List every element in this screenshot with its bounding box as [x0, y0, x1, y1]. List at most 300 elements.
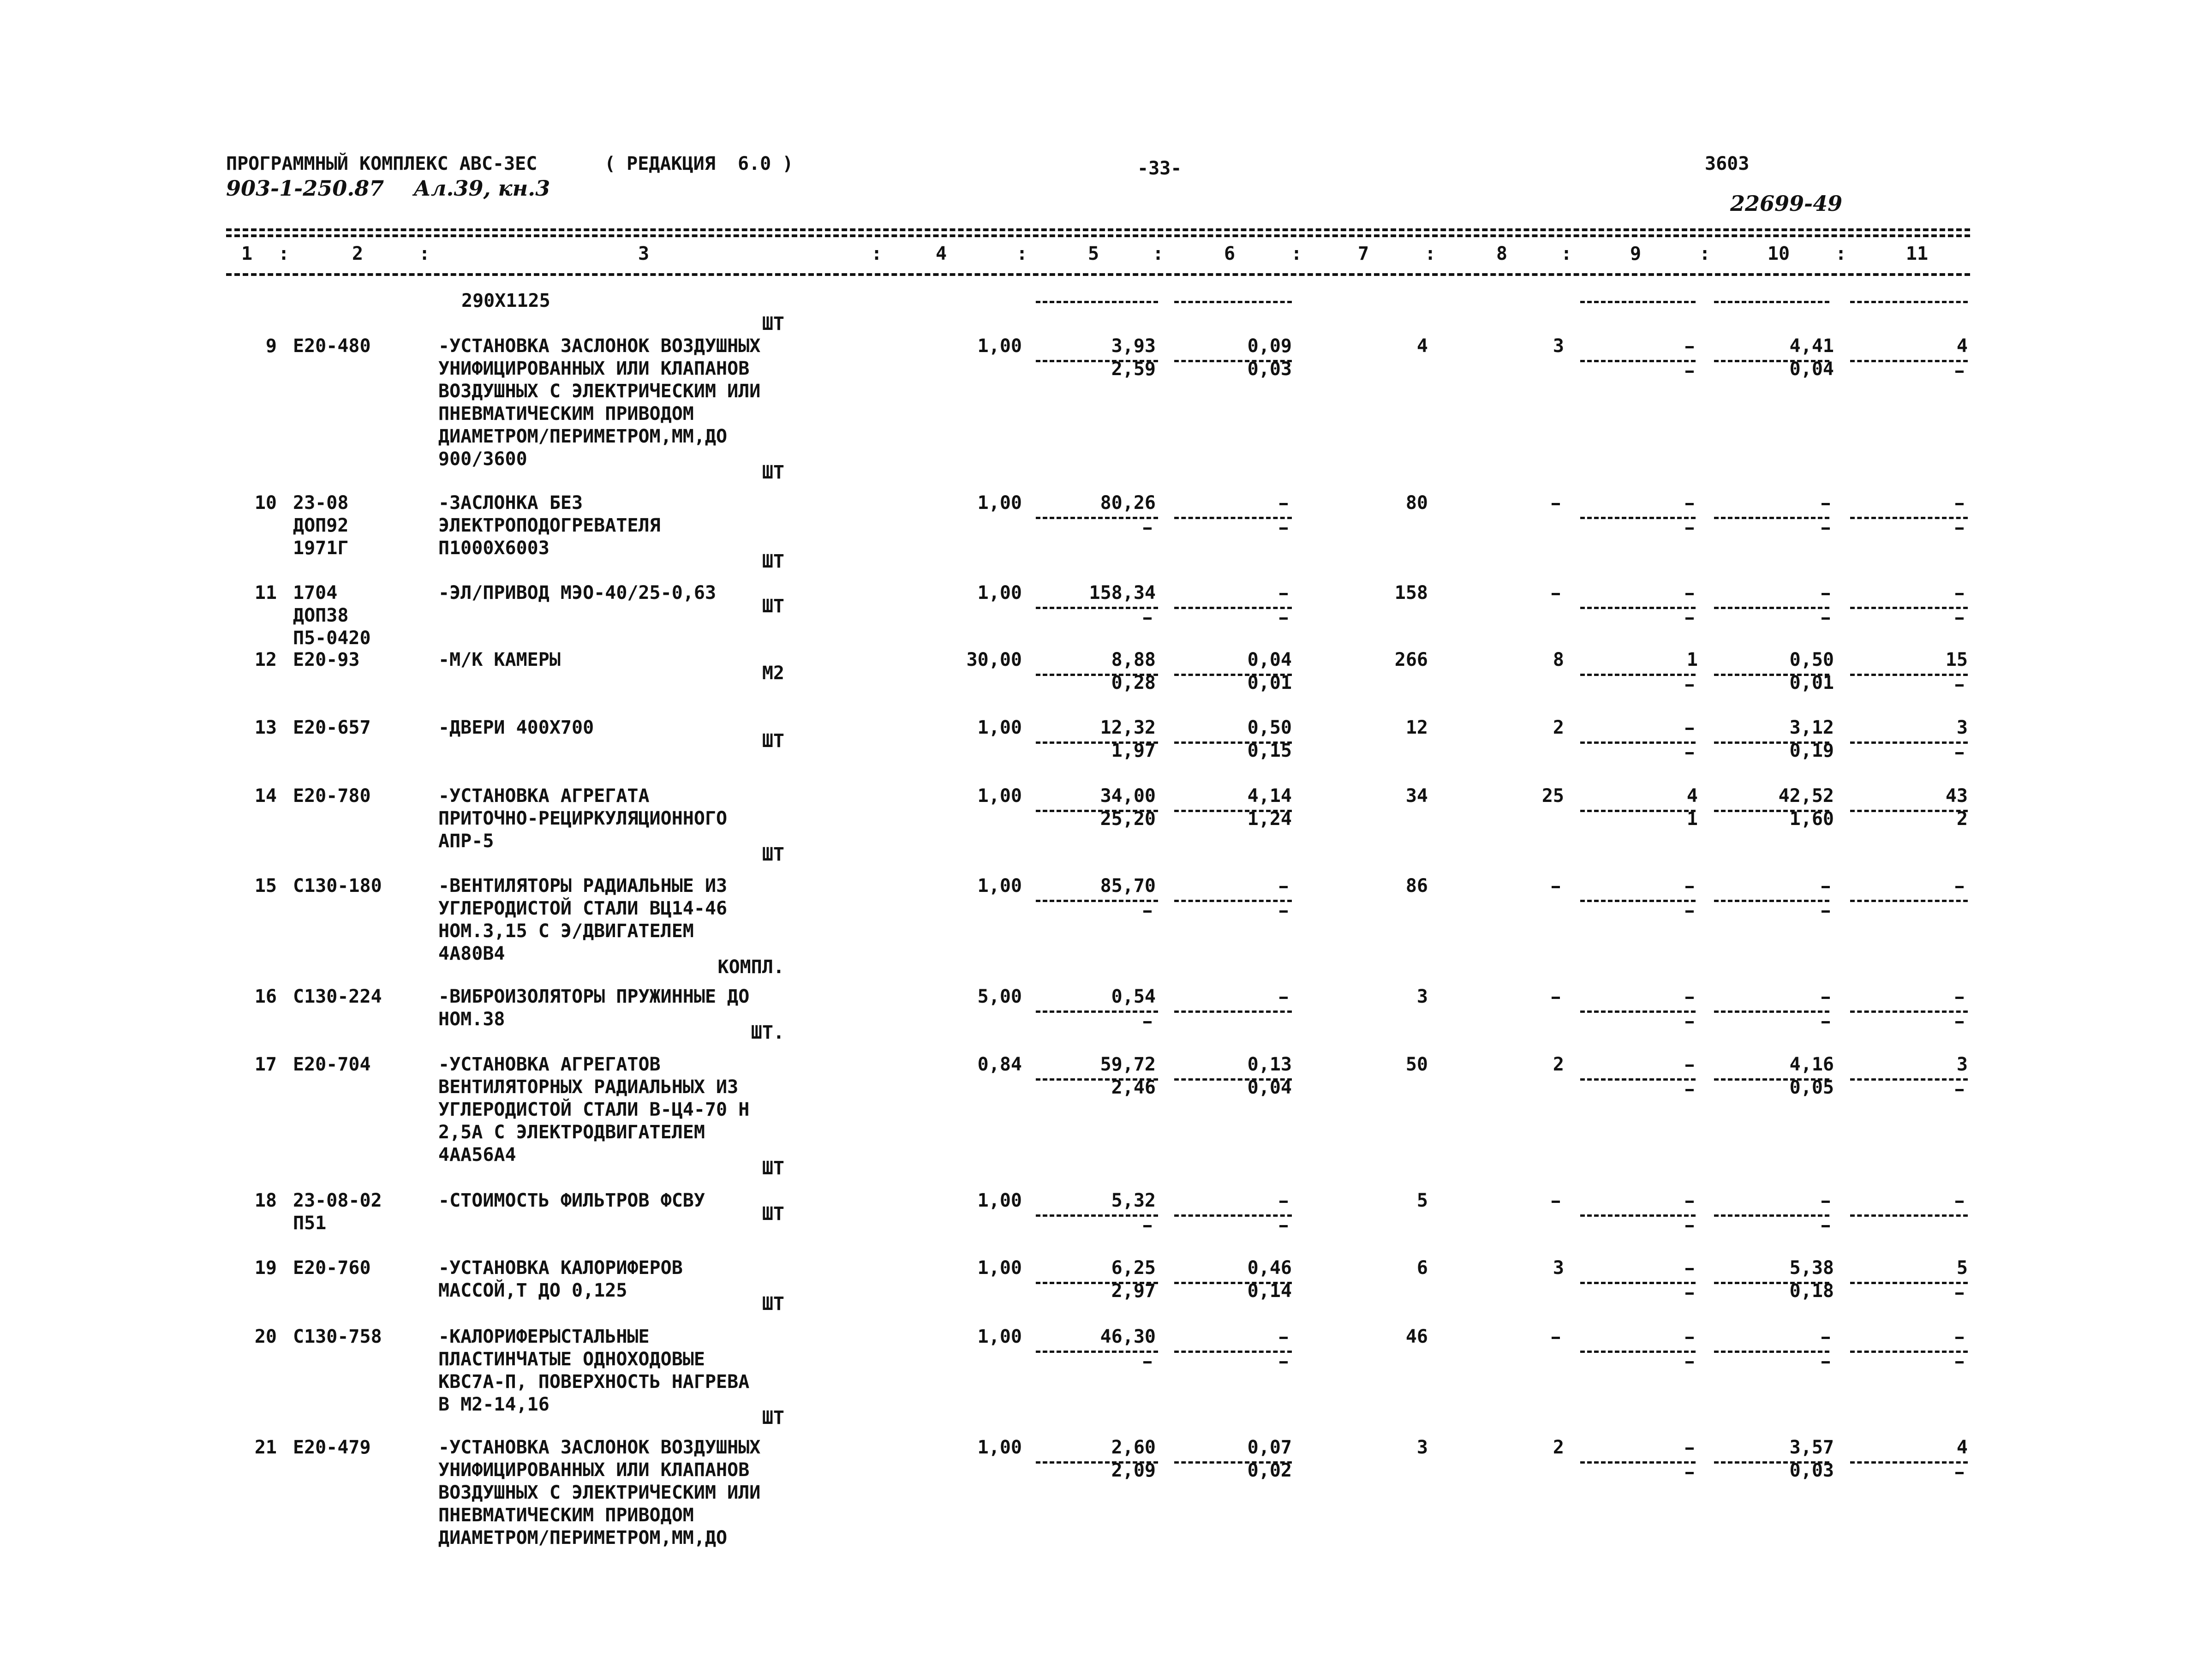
- dash-mark: [1279, 886, 1288, 888]
- row-divider: [1580, 517, 1696, 519]
- column-separator: :: [1560, 243, 1572, 264]
- subtotal-divider: [1850, 301, 1968, 303]
- row-unit: ШТ: [762, 844, 784, 865]
- row-divider: [1036, 900, 1158, 902]
- column-number-9: 9: [1630, 243, 1642, 264]
- row-divider: [1174, 900, 1292, 902]
- page-number: -33-: [1137, 158, 1182, 179]
- handwritten-reference-left: 903-1-250.87 Ал.39, кн.3: [226, 176, 550, 201]
- value-col-5: 8,88: [1111, 649, 1156, 670]
- row-description: ПРИТОЧНО-РЕЦИРКУЛЯЦИОННОГО: [438, 808, 728, 829]
- value-col-11: 43: [1945, 785, 1968, 807]
- row-divider: [1850, 1010, 1968, 1013]
- dash-mark: [1279, 997, 1288, 999]
- dash-mark: [1955, 886, 1964, 888]
- value-col-10: 3,12: [1789, 717, 1834, 738]
- column-separator: :: [871, 243, 883, 264]
- row-unit: ШТ: [762, 1158, 784, 1179]
- row-divider: [1174, 1282, 1292, 1284]
- row-code: Е20-704: [293, 1054, 371, 1075]
- column-number-1: 1: [241, 243, 253, 264]
- dash-mark: [1685, 346, 1694, 348]
- row-number: 15: [254, 875, 277, 897]
- row-description: -СТОИМОСТЬ ФИЛЬТРОВ ФСВУ: [438, 1190, 705, 1211]
- dash-mark: [1955, 684, 1964, 687]
- row-description: ПНЕВМАТИЧЕСКИМ ПРИВОДОМ: [438, 403, 694, 424]
- row-description: ВОЗДУШНЫХ С ЭЛЕКТРИЧЕСКИМ ИЛИ: [438, 1482, 761, 1503]
- row-description: -ДВЕРИ 400Х700: [438, 717, 594, 738]
- value-col-11: 3: [1956, 717, 1968, 738]
- column-number-2: 2: [352, 243, 364, 264]
- value-col-6-second: 0,15: [1247, 740, 1292, 761]
- dash-mark: [1279, 503, 1288, 505]
- value-col-5-second: 2,97: [1111, 1280, 1156, 1302]
- row-divider: [1174, 1078, 1292, 1081]
- dash-mark: [1685, 886, 1694, 888]
- row-code: С130-180: [293, 875, 382, 897]
- row-divider: [1850, 1214, 1968, 1217]
- row-divider: [1850, 900, 1968, 902]
- value-col-6-second: 0,02: [1247, 1460, 1292, 1481]
- row-divider: [1714, 900, 1829, 902]
- row-unit: ШТ: [762, 551, 784, 572]
- row-divider: [1036, 1214, 1158, 1217]
- row-divider: [1580, 810, 1696, 812]
- value-col-10: 3,57: [1789, 1437, 1834, 1458]
- column-number-6: 6: [1224, 243, 1236, 264]
- dash-mark: [1143, 527, 1152, 530]
- dash-mark: [1552, 1201, 1560, 1203]
- dash-mark: [1685, 1021, 1694, 1023]
- column-number-5: 5: [1087, 243, 1099, 264]
- dash-mark: [1685, 1089, 1694, 1091]
- value-col-11: 4: [1956, 335, 1968, 357]
- value-col-8: 3: [1553, 335, 1564, 357]
- row-unit: ШТ: [762, 1293, 784, 1315]
- row-unit: ШТ: [762, 1203, 784, 1225]
- row-divider: [1580, 741, 1696, 744]
- row-divider: [1036, 1461, 1158, 1464]
- dash-mark: [1955, 1021, 1964, 1023]
- dash-mark: [1822, 1201, 1830, 1203]
- value-col-5: 5,32: [1111, 1190, 1156, 1211]
- value-col-4: 30,00: [966, 649, 1022, 670]
- dash-mark: [1279, 617, 1288, 620]
- dash-mark: [1143, 617, 1152, 620]
- value-col-10: 5,38: [1789, 1257, 1834, 1279]
- dash-mark: [1685, 371, 1694, 373]
- row-description: УГЛЕРОДИСТОЙ СТАЛИ В-Ц4-70 Н: [438, 1099, 750, 1120]
- value-col-5: 2,60: [1111, 1437, 1156, 1458]
- value-col-8: 2: [1553, 1054, 1564, 1075]
- dash-mark: [1955, 752, 1964, 754]
- value-col-11: 3: [1956, 1054, 1968, 1075]
- value-col-10-second: 0,01: [1789, 672, 1834, 694]
- column-separator: :: [1835, 243, 1847, 264]
- value-col-10: 4,41: [1789, 335, 1834, 357]
- value-col-5: 6,25: [1111, 1257, 1156, 1279]
- row-divider: [1174, 360, 1292, 362]
- value-col-6: 0,09: [1247, 335, 1292, 357]
- value-col-6: 4,14: [1247, 785, 1292, 807]
- value-col-5-second: 2,46: [1111, 1077, 1156, 1098]
- row-description: -ВЕНТИЛЯТОРЫ РАДИАЛЬНЫЕ ИЗ: [438, 875, 728, 897]
- value-col-7: 266: [1394, 649, 1428, 670]
- row-description: -УСТАНОВКА КАЛОРИФЕРОВ: [438, 1257, 683, 1279]
- value-col-6-second: 1,24: [1247, 808, 1292, 830]
- subtotal-divider: [1174, 301, 1292, 303]
- row-divider: [1580, 900, 1696, 902]
- row-description: 900/3600: [438, 448, 527, 470]
- row-description: 4А80В4: [438, 943, 505, 964]
- row-divider: [1580, 1351, 1696, 1353]
- value-col-5: 34,00: [1100, 785, 1156, 807]
- dash-mark: [1822, 997, 1830, 999]
- value-col-9: 4: [1686, 785, 1698, 807]
- row-code: ДОП38: [293, 605, 349, 626]
- row-divider: [1174, 1010, 1292, 1013]
- dash-mark: [1822, 1021, 1830, 1023]
- row-description: УНИФИЦИРОВАННЫХ ИЛИ КЛАПАНОВ: [438, 358, 750, 379]
- row-description: УГЛЕРОДИСТОЙ СТАЛИ ВЦ14-46: [438, 898, 728, 919]
- value-col-10-second: 0,18: [1789, 1280, 1834, 1302]
- row-divider: [1174, 1351, 1292, 1353]
- row-number: 21: [254, 1437, 277, 1458]
- value-col-5-second: 1,97: [1111, 740, 1156, 761]
- dash-mark: [1685, 684, 1694, 687]
- dash-mark: [1955, 371, 1964, 373]
- value-col-10: 4,16: [1789, 1054, 1834, 1075]
- value-col-5-second: 2,09: [1111, 1460, 1156, 1481]
- value-col-10-second: 0,03: [1789, 1460, 1834, 1481]
- dash-mark: [1552, 1337, 1560, 1339]
- row-divider: [1850, 741, 1968, 744]
- row-divider: [1580, 674, 1696, 676]
- value-col-7: 3: [1416, 986, 1428, 1007]
- value-col-7: 50: [1405, 1054, 1428, 1075]
- row-divider: [1714, 810, 1829, 812]
- dash-mark: [1685, 728, 1694, 730]
- continuation-unit: ШТ: [762, 313, 784, 335]
- value-col-7: 12: [1405, 717, 1428, 738]
- row-number: 20: [254, 1326, 277, 1347]
- row-description: -УСТАНОВКА ЗАСЛОНОК ВОЗДУШНЫХ: [438, 335, 761, 357]
- value-col-10-second: 0,04: [1789, 359, 1834, 380]
- row-divider: [1036, 674, 1158, 676]
- row-description: ЭЛЕКТРОПОДОГРЕВАТЕЛЯ: [438, 515, 661, 536]
- value-col-4: 1,00: [977, 492, 1022, 514]
- value-col-4: 1,00: [977, 717, 1022, 738]
- dash-mark: [1822, 886, 1830, 888]
- dash-mark: [1143, 1225, 1152, 1227]
- row-code: 23-08-02: [293, 1190, 382, 1211]
- row-code: ДОП92: [293, 515, 349, 536]
- dash-mark: [1143, 910, 1152, 913]
- row-description: НОМ.3,15 С Э/ДВИГАТЕЛЕМ: [438, 921, 694, 942]
- row-divider: [1850, 360, 1968, 362]
- value-col-4: 1,00: [977, 1190, 1022, 1211]
- row-number: 9: [265, 335, 277, 357]
- dash-mark: [1685, 593, 1694, 595]
- dash-mark: [1955, 593, 1964, 595]
- dash-mark: [1822, 617, 1830, 620]
- row-divider: [1714, 360, 1829, 362]
- value-col-6: 0,07: [1247, 1437, 1292, 1458]
- value-col-11: 15: [1945, 649, 1968, 670]
- row-code: С130-224: [293, 986, 382, 1007]
- row-divider: [1174, 1461, 1292, 1464]
- edition-label: ( РЕДАКЦИЯ 6.0 ): [604, 153, 794, 174]
- row-divider: [1580, 1078, 1696, 1081]
- row-divider: [1174, 674, 1292, 676]
- dash-mark: [1822, 1361, 1830, 1363]
- dash-mark: [1552, 997, 1560, 999]
- column-number-3: 3: [638, 243, 650, 264]
- row-divider: [1174, 741, 1292, 744]
- row-description: МАССОЙ,Т ДО 0,125: [438, 1280, 627, 1301]
- row-code: Е20-480: [293, 335, 371, 357]
- row-number: 11: [254, 582, 277, 604]
- dash-mark: [1822, 503, 1830, 505]
- dash-mark: [1279, 1225, 1288, 1227]
- dash-mark: [1822, 593, 1830, 595]
- row-divider: [1174, 517, 1292, 519]
- row-divider: [1174, 810, 1292, 812]
- value-col-10-second: 0,05: [1789, 1077, 1834, 1098]
- value-col-6-second: 0,14: [1247, 1280, 1292, 1302]
- row-description: УНИФИЦИРОВАННЫХ ИЛИ КЛАПАНОВ: [438, 1459, 750, 1481]
- row-divider: [1714, 1214, 1829, 1217]
- value-col-5-second: 0,28: [1111, 672, 1156, 694]
- subtotal-divider: [1714, 301, 1829, 303]
- dash-mark: [1685, 1064, 1694, 1067]
- row-number: 17: [254, 1054, 277, 1075]
- column-separator: :: [1152, 243, 1164, 264]
- value-col-4: 1,00: [977, 1326, 1022, 1347]
- row-divider: [1580, 1214, 1696, 1217]
- row-description: В М2-14,16: [438, 1394, 550, 1415]
- value-col-4: 1,00: [977, 785, 1022, 807]
- value-col-8: 2: [1553, 1437, 1564, 1458]
- row-divider: [1036, 1010, 1158, 1013]
- dash-mark: [1822, 1225, 1830, 1227]
- dash-mark: [1143, 1021, 1152, 1023]
- table-top-rule-double: [226, 234, 1970, 237]
- row-unit: М2: [762, 663, 784, 684]
- value-col-4: 1,00: [977, 875, 1022, 897]
- row-unit: ШТ: [762, 730, 784, 752]
- dash-mark: [1822, 527, 1830, 530]
- row-divider: [1850, 517, 1968, 519]
- row-divider: [1580, 1461, 1696, 1464]
- row-divider: [1714, 1010, 1829, 1013]
- row-unit: ШТ.: [751, 1022, 784, 1043]
- row-divider: [1714, 674, 1829, 676]
- value-col-6: 0,50: [1247, 717, 1292, 738]
- program-title: ПРОГРАММНЫЙ КОМПЛЕКС АВС-3ЕС: [226, 153, 538, 174]
- value-col-9: 1: [1686, 649, 1698, 670]
- value-col-6-second: 0,04: [1247, 1077, 1292, 1098]
- row-code: Е20-657: [293, 717, 371, 738]
- value-col-11: 5: [1956, 1257, 1968, 1279]
- value-col-6-second: 0,03: [1247, 359, 1292, 380]
- dash-mark: [1685, 503, 1694, 505]
- row-divider: [1714, 1461, 1829, 1464]
- row-unit: ШТ: [762, 1407, 784, 1429]
- row-divider: [1714, 1078, 1829, 1081]
- row-divider: [1580, 1282, 1696, 1284]
- dash-mark: [1552, 886, 1560, 888]
- value-col-4: 1,00: [977, 335, 1022, 357]
- row-code: П51: [293, 1213, 327, 1234]
- dash-mark: [1685, 1268, 1694, 1270]
- value-col-5-second: 2,59: [1111, 359, 1156, 380]
- value-col-7: 158: [1394, 582, 1428, 604]
- row-description: -ЗАСЛОНКА БЕЗ: [438, 492, 583, 514]
- row-description: ПЛАСТИНЧАТЫЕ ОДНОХОДОВЫЕ: [438, 1349, 705, 1370]
- column-separator: :: [1290, 243, 1302, 264]
- row-divider: [1850, 1282, 1968, 1284]
- handwritten-reference-right: 22699-49: [1730, 191, 1843, 216]
- dash-mark: [1685, 752, 1694, 754]
- row-divider: [1714, 517, 1829, 519]
- row-divider: [1036, 741, 1158, 744]
- row-description: -УСТАНОВКА АГРЕГАТА: [438, 785, 650, 807]
- value-col-5: 59,72: [1100, 1054, 1156, 1075]
- dash-mark: [1685, 1225, 1694, 1227]
- row-description: -М/К КАМЕРЫ: [438, 649, 561, 670]
- row-code: 1971Г: [293, 538, 349, 559]
- row-code: П5-0420: [293, 628, 371, 649]
- value-col-6: 0,46: [1247, 1257, 1292, 1279]
- continuation-text: 290Х1125: [461, 290, 550, 311]
- row-divider: [1714, 1351, 1829, 1353]
- value-col-6-second: 0,01: [1247, 672, 1292, 694]
- row-divider: [1036, 517, 1158, 519]
- dash-mark: [1955, 527, 1964, 530]
- row-code: С130-758: [293, 1326, 382, 1347]
- dash-mark: [1955, 617, 1964, 620]
- row-divider: [1850, 1078, 1968, 1081]
- row-code: 23-08: [293, 492, 349, 514]
- row-divider: [1850, 674, 1968, 676]
- column-number-11: 11: [1905, 243, 1929, 264]
- value-col-7: 86: [1405, 875, 1428, 897]
- dash-mark: [1685, 1292, 1694, 1295]
- row-number: 13: [254, 717, 277, 738]
- table-top-rule: [226, 228, 1970, 231]
- value-col-7: 46: [1405, 1326, 1428, 1347]
- row-number: 10: [254, 492, 277, 514]
- dash-mark: [1552, 593, 1560, 595]
- column-separator: :: [418, 243, 430, 264]
- column-number-7: 7: [1357, 243, 1369, 264]
- dash-mark: [1955, 503, 1964, 505]
- value-col-11-second: 2: [1956, 808, 1968, 830]
- row-divider: [1714, 741, 1829, 744]
- dash-mark: [1279, 1201, 1288, 1203]
- column-separator: :: [278, 243, 290, 264]
- row-unit: КОМПЛ.: [717, 957, 784, 978]
- row-description: ВОЗДУШНЫХ С ЭЛЕКТРИЧЕСКИМ ИЛИ: [438, 381, 761, 402]
- row-description: 2,5А С ЭЛЕКТРОДВИГАТЕЛЕМ: [438, 1122, 705, 1143]
- dash-mark: [1955, 1201, 1964, 1203]
- document-code: 3603: [1705, 153, 1750, 174]
- value-col-4: 5,00: [977, 986, 1022, 1007]
- row-divider: [1036, 1351, 1158, 1353]
- row-description: НОМ.38: [438, 1009, 505, 1030]
- row-unit: ШТ: [762, 596, 784, 617]
- row-description: АПР-5: [438, 831, 494, 852]
- row-divider: [1036, 810, 1158, 812]
- dash-mark: [1279, 527, 1288, 530]
- value-col-7: 3: [1416, 1437, 1428, 1458]
- row-number: 14: [254, 785, 277, 807]
- value-col-9-second: 1: [1686, 808, 1698, 830]
- value-col-5: 158,34: [1089, 582, 1156, 604]
- value-col-5: 80,26: [1100, 492, 1156, 514]
- dash-mark: [1279, 1337, 1288, 1339]
- value-col-4: 1,00: [977, 1437, 1022, 1458]
- dash-mark: [1685, 1447, 1694, 1450]
- value-col-8: 3: [1553, 1257, 1564, 1279]
- dash-mark: [1822, 910, 1830, 913]
- table-header-rule: [226, 273, 1970, 276]
- row-divider: [1036, 607, 1158, 609]
- dash-mark: [1822, 1337, 1830, 1339]
- value-col-5: 0,54: [1111, 986, 1156, 1007]
- value-col-5-second: 25,20: [1100, 808, 1156, 830]
- value-col-4: 1,00: [977, 1257, 1022, 1279]
- row-divider: [1850, 1461, 1968, 1464]
- value-col-5: 85,70: [1100, 875, 1156, 897]
- dash-mark: [1685, 1201, 1694, 1203]
- row-number: 16: [254, 986, 277, 1007]
- row-number: 12: [254, 649, 277, 670]
- row-divider: [1714, 1282, 1829, 1284]
- dash-mark: [1279, 910, 1288, 913]
- column-separator: :: [1699, 243, 1711, 264]
- column-separator: :: [1016, 243, 1028, 264]
- row-description: -УСТАНОВКА ЗАСЛОНОК ВОЗДУШНЫХ: [438, 1437, 761, 1458]
- value-col-8: 2: [1553, 717, 1564, 738]
- row-description: КВС7А-П, ПОВЕРХНОСТЬ НАГРЕВА: [438, 1371, 750, 1393]
- dash-mark: [1955, 1089, 1964, 1091]
- value-col-7: 4: [1416, 335, 1428, 357]
- row-number: 18: [254, 1190, 277, 1211]
- row-description: -КАЛОРИФЕРЫСТАЛЬНЫЕ: [438, 1326, 650, 1347]
- dash-mark: [1955, 1472, 1964, 1474]
- row-description: П1000Х6003: [438, 538, 550, 559]
- value-col-10: 0,50: [1789, 649, 1834, 670]
- row-divider: [1174, 607, 1292, 609]
- value-col-5: 46,30: [1100, 1326, 1156, 1347]
- row-divider: [1036, 1282, 1158, 1284]
- row-divider: [1714, 607, 1829, 609]
- dash-mark: [1279, 593, 1288, 595]
- row-code: 1704: [293, 582, 338, 604]
- row-divider: [1580, 1010, 1696, 1013]
- row-code: Е20-760: [293, 1257, 371, 1279]
- row-code: Е20-93: [293, 649, 360, 670]
- dash-mark: [1955, 1292, 1964, 1295]
- row-divider: [1850, 1351, 1968, 1353]
- column-number-4: 4: [935, 243, 947, 264]
- dash-mark: [1685, 1337, 1694, 1339]
- value-col-7: 5: [1416, 1190, 1428, 1211]
- value-col-10-second: 0,19: [1789, 740, 1834, 761]
- value-col-11: 4: [1956, 1437, 1968, 1458]
